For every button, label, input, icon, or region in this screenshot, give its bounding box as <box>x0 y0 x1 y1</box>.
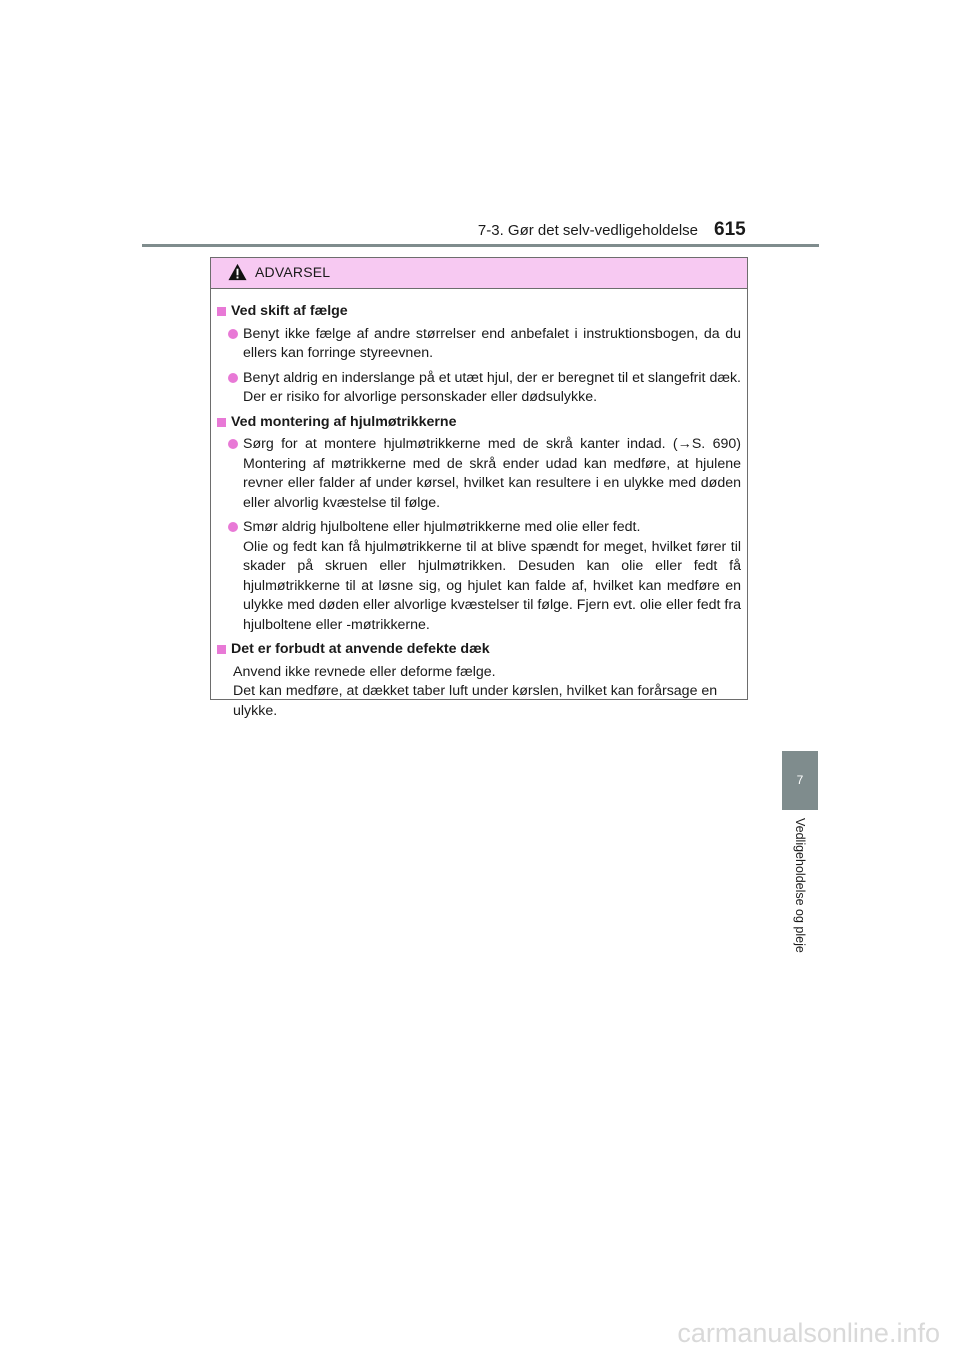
paragraph: Benyt aldrig en inderslange på et utæt hjul, der er beregnet til et slangefrit dæk. Der er risiko for alvorlige personskader eller dødsulykke. <box>243 369 741 405</box>
warning-box <box>210 257 748 719</box>
paragraph: Anvend ikke revnede eller deforme fælge. <box>233 663 496 680</box>
warning-body <box>211 289 747 721</box>
list-item <box>228 518 741 635</box>
warning-header <box>211 258 747 289</box>
square-bullet-icon <box>217 418 226 427</box>
section-text <box>233 663 737 722</box>
list-item <box>228 325 741 364</box>
paragraph: Det kan medføre, at dækket taber luft under kørslen, hvilket kan forårsage en ulykke. <box>233 683 718 719</box>
section-heading-text: Det er forbudt at anvende defekte dæk <box>231 641 490 657</box>
square-bullet-icon <box>217 645 226 654</box>
warning-section <box>216 302 741 408</box>
list-item <box>228 435 741 513</box>
square-bullet-icon <box>217 307 226 316</box>
warning-title: ADVARSEL <box>255 264 331 280</box>
section-heading <box>216 640 741 660</box>
section-title: 7-3. Gør det selv-vedligeholdelse <box>477 222 698 239</box>
paragraph: Benyt ikke fælge af andre størrelser end anbefalet i instruktionsbogen, da du ellers kan forringe styreevnen. <box>243 325 741 361</box>
round-bullet-icon <box>228 373 238 383</box>
round-bullet-icon <box>228 439 238 449</box>
list-item-text <box>243 435 741 513</box>
watermark: carmanualsonline.info <box>677 1318 940 1348</box>
section-heading-text: Ved skift af fælge <box>231 303 348 319</box>
paragraph: Olie og fedt kan få hjulmøtrikkerne til at blive spændt for meget, hvilket fører til skader på skruen eller hjulmøtrikken. Desuden kan olie eller fedt få hjulmøtrikkerne til at løsne sig, og hjulet kan falde af, hvilket kan medføre en ulykke med døden eller alvorlige kvæstelser til følge. Fjern evt. olie eller fedt fra hjulboltene eller -møtrikkerne. <box>243 538 741 633</box>
warning-section <box>216 640 741 721</box>
list-item <box>228 369 741 408</box>
section-heading <box>216 413 741 433</box>
paragraph: Smør aldrig hjulboltene eller hjulmøtrikkerne med olie eller fedt. <box>243 519 641 535</box>
chapter-number: 7 <box>796 773 804 787</box>
chapter-tab <box>782 751 818 810</box>
list-item-text <box>243 325 741 364</box>
round-bullet-icon <box>228 522 238 532</box>
header-divider <box>142 244 819 247</box>
round-bullet-icon <box>228 329 238 339</box>
chapter-title: Vedligeholdelse og pleje <box>793 818 807 953</box>
paragraph: Sørg for at montere hjulmøtrikkerne med de skrå kanter indad. (→S. 690) Montering af møtrikkerne med de skrå ender udad kan medføre, at hjulene revner eller falder af under kørsel, hvilket kan resultere i en ulykke med døden eller alvorlig kvæstelse til følge. <box>243 436 741 511</box>
page-number: 615 <box>714 219 746 240</box>
warning-triangle-icon <box>228 263 247 281</box>
list-item-text <box>243 369 741 408</box>
list-item-text <box>243 518 741 635</box>
section-heading-text: Ved montering af hjulmøtrikkerne <box>231 413 457 430</box>
section-heading <box>216 302 741 322</box>
warning-section <box>216 413 741 636</box>
